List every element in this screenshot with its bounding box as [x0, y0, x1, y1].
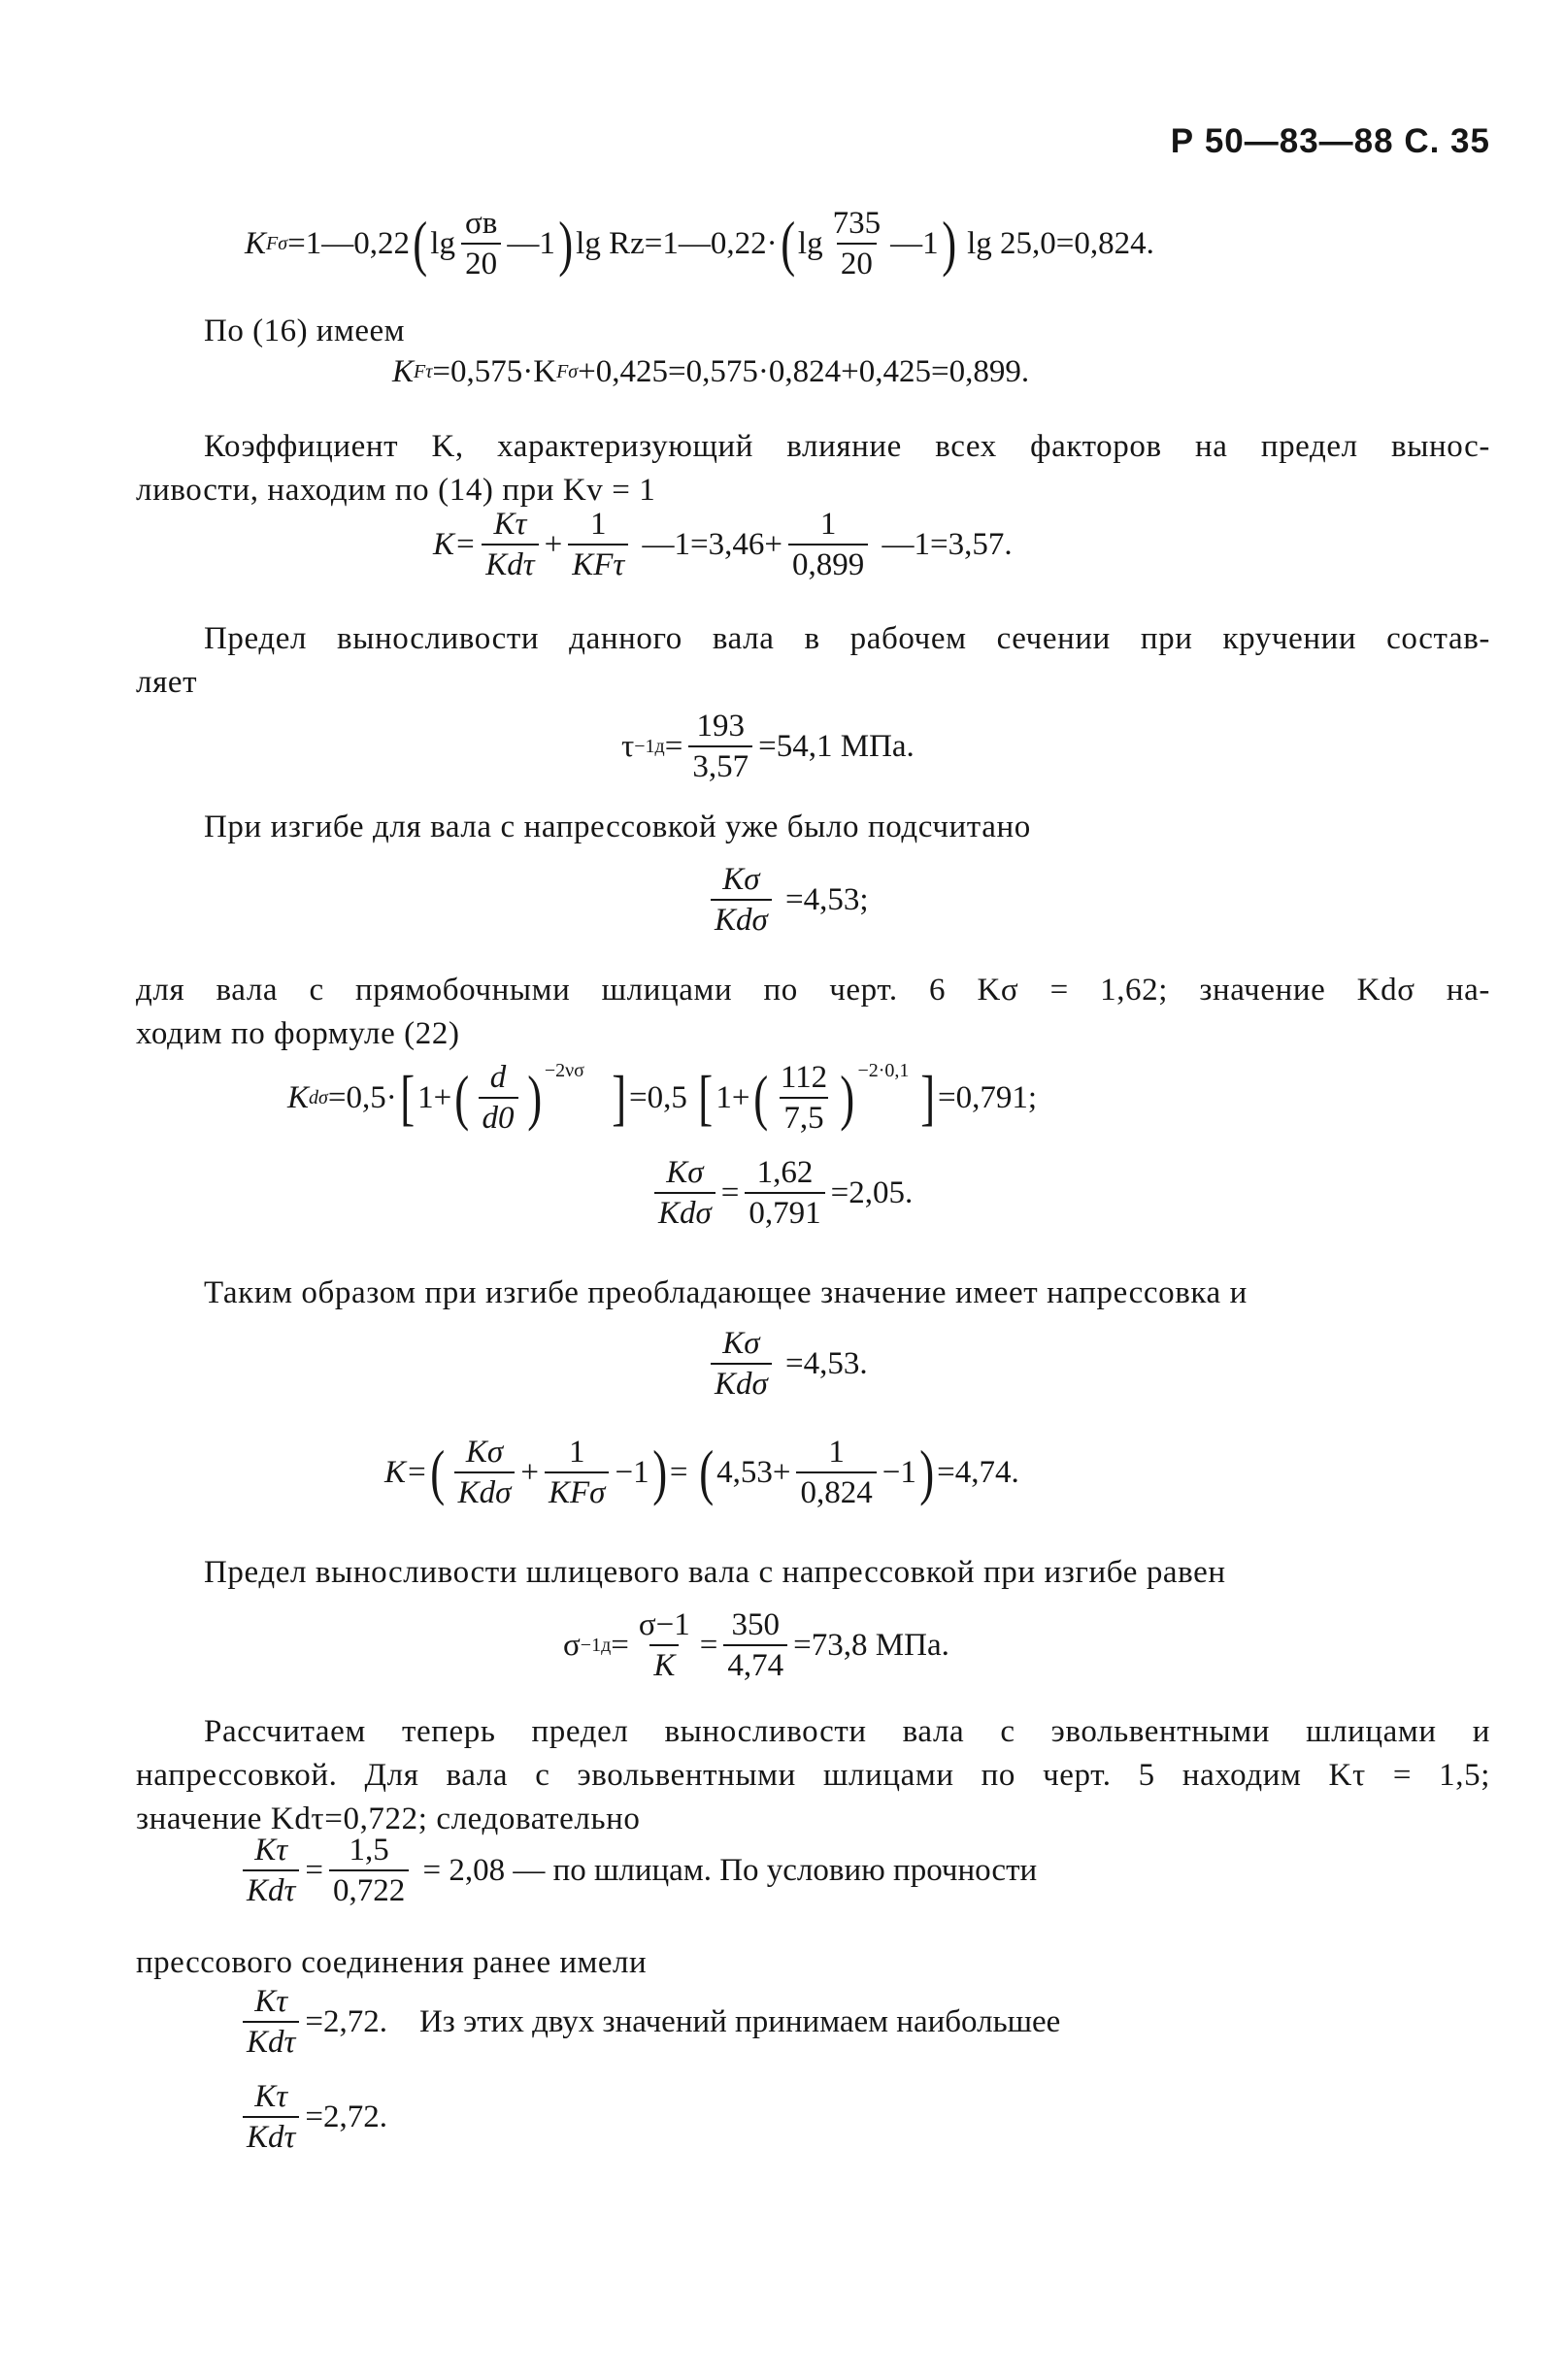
formula-k-bending: K= ( $\frac{K\sigma}{\text{Kdσ}}$ + $\frac{1}{\text{KFσ}}$ −1 ) = ( 4,53+ $\frac{1}{0,824}$ −1 ) =4,74.: [384, 1435, 1019, 1510]
text-line: прессового соединения ранее имели: [136, 1945, 648, 1980]
paragraph: Рассчитаем теперь предел выносливости вала с эвольвентными шлицами и напрессовкой. Для вала с эвольвентными шлицами по черт. 5 находим Kτ = 1,5; значение Kdτ=0,722; следовательно: [136, 1714, 1490, 1836]
formula-ratio-sigma-calc: $\frac{K\sigma}{\text{Kdσ}}$ = $\frac{1,62}{0,791}$ =2,05.: [649, 1155, 913, 1231]
formula-k: K= $\frac{K\tau}{\text{Kdτ}}$ + $\frac{1}{\text{KFτ}}$ —1=3,46+ $\frac{1}{0,899}$ —1=3,57.: [433, 507, 1013, 582]
fraction: $\frac{K\sigma}{\text{Kdσ}}$: [454, 1435, 516, 1510]
formula-ratio-tau-final: $\frac{K\tau}{\text{Kdτ}}$ =2,72.: [237, 2079, 387, 2155]
fraction: $\frac{1}{0,824}$: [796, 1435, 876, 1510]
formula-kfsigma: K Fσ =1—0,22 ( lg $\frac{\sigma в}{20}$ —1 ) lg Rz =1—0,22· ( lg $\frac{735}{20}$ —1 ) lg 25,0=0,824.: [245, 206, 1154, 281]
fraction: $\frac{1}{\text{KFσ}}$: [545, 1435, 609, 1510]
paragraph: Таким образом при изгибе преобладающее значение имеет напрессовка и: [204, 1275, 1248, 1310]
formula-tau: τ −1д = $\frac{193}{3,57}$ =54,1 МПа.: [621, 709, 915, 784]
paragraph: для вала с прямобочными шлицами по черт. 6 Kσ = 1,62; значение Kdσ на- ходим по формуле (22): [136, 973, 1490, 1051]
fraction: $\frac{K\tau}{\text{Kdτ}}$: [243, 1833, 299, 1908]
formula-kftau: K Fτ =0,575·K Fσ +0,425=0,575·0,824+0,425=0,899.: [392, 354, 1030, 389]
fraction: $\frac{1}{\text{KFτ}}$: [568, 507, 628, 582]
page-header-code: Р 50—83—88 С. 35: [1170, 122, 1490, 160]
fraction: $\frac{K\sigma}{\text{Kdσ}}$: [654, 1155, 715, 1231]
formula-ratio-tau-splines: $\frac{K\tau}{\text{Kdτ}}$ = $\frac{1,5}{0,722}$ = 2,08 — по шлицам. По условию прочности: [237, 1833, 1037, 1908]
formula-kdsigma: K dσ =0,5· [ 1+ ( $\frac{d}{d0}$ ) $^{-2\nu\sigma}$ ] =0,5 [ 1+ ( $\frac{112}{7,5}$ ) $^{-2\cdot 0,1}$ ] =0,791;: [287, 1060, 1037, 1136]
fraction: $\frac{K\tau}{\text{Kdτ}}$: [482, 507, 538, 582]
formula-ratio-sigma-2: $\frac{K\sigma}{\text{Kdσ}}$ =4,53.: [705, 1326, 868, 1402]
fraction: $\frac{K\sigma}{\text{Kdσ}}$: [711, 862, 772, 938]
paragraph: Предел выносливости данного вала в рабочем сечении при кручении состав- ляет: [136, 621, 1490, 700]
text-line: По (16) имеем: [204, 314, 406, 348]
fraction: $\frac{\sigma-1}{K}$: [638, 1607, 690, 1683]
fraction: $\frac{K\tau}{\text{Kdτ}}$: [243, 1984, 299, 2060]
paragraph: Коэффициент K, характеризующий влияние всех факторов на предел вынос- ливости, находим по (14) при Kv = 1: [136, 429, 1490, 508]
formula-sigma-limit: σ −1д = $\frac{\sigma-1}{K}$ = $\frac{350}{4,74}$ =73,8 МПа.: [563, 1607, 949, 1683]
fraction: $\frac{350}{4,74}$: [723, 1607, 787, 1683]
formula-ratio-tau-press: $\frac{K\tau}{\text{Kdτ}}$ =2,72. Из этих двух значений принимаем наибольшее: [237, 1984, 1060, 2060]
fraction: $\frac{193}{3,57}$: [688, 709, 752, 784]
fraction: $\frac{K\tau}{\text{Kdτ}}$: [243, 2079, 299, 2155]
formula-ratio-sigma: $\frac{K\sigma}{\text{Kdσ}}$ =4,53;: [705, 862, 869, 938]
paragraph: Предел выносливости шлицевого вала с напрессовкой при изгибе равен: [204, 1555, 1226, 1590]
fraction: $\frac{112}{7,5}$: [780, 1060, 828, 1136]
fraction: $\frac{1,5}{0,722}$: [329, 1833, 409, 1908]
fraction: $\frac{K\sigma}{\text{Kdσ}}$: [711, 1326, 772, 1402]
fraction: $\frac{1,62}{0,791}$: [745, 1155, 824, 1231]
fraction: $\frac{735}{20}$: [832, 206, 882, 281]
fraction: $\frac{\sigma в}{20}$: [461, 206, 501, 281]
paragraph: При изгибе для вала с напрессовкой уже было подсчитано: [204, 810, 1031, 844]
fraction: $\frac{d}{d0}$: [479, 1060, 518, 1136]
fraction: $\frac{1}{0,899}$: [788, 507, 868, 582]
